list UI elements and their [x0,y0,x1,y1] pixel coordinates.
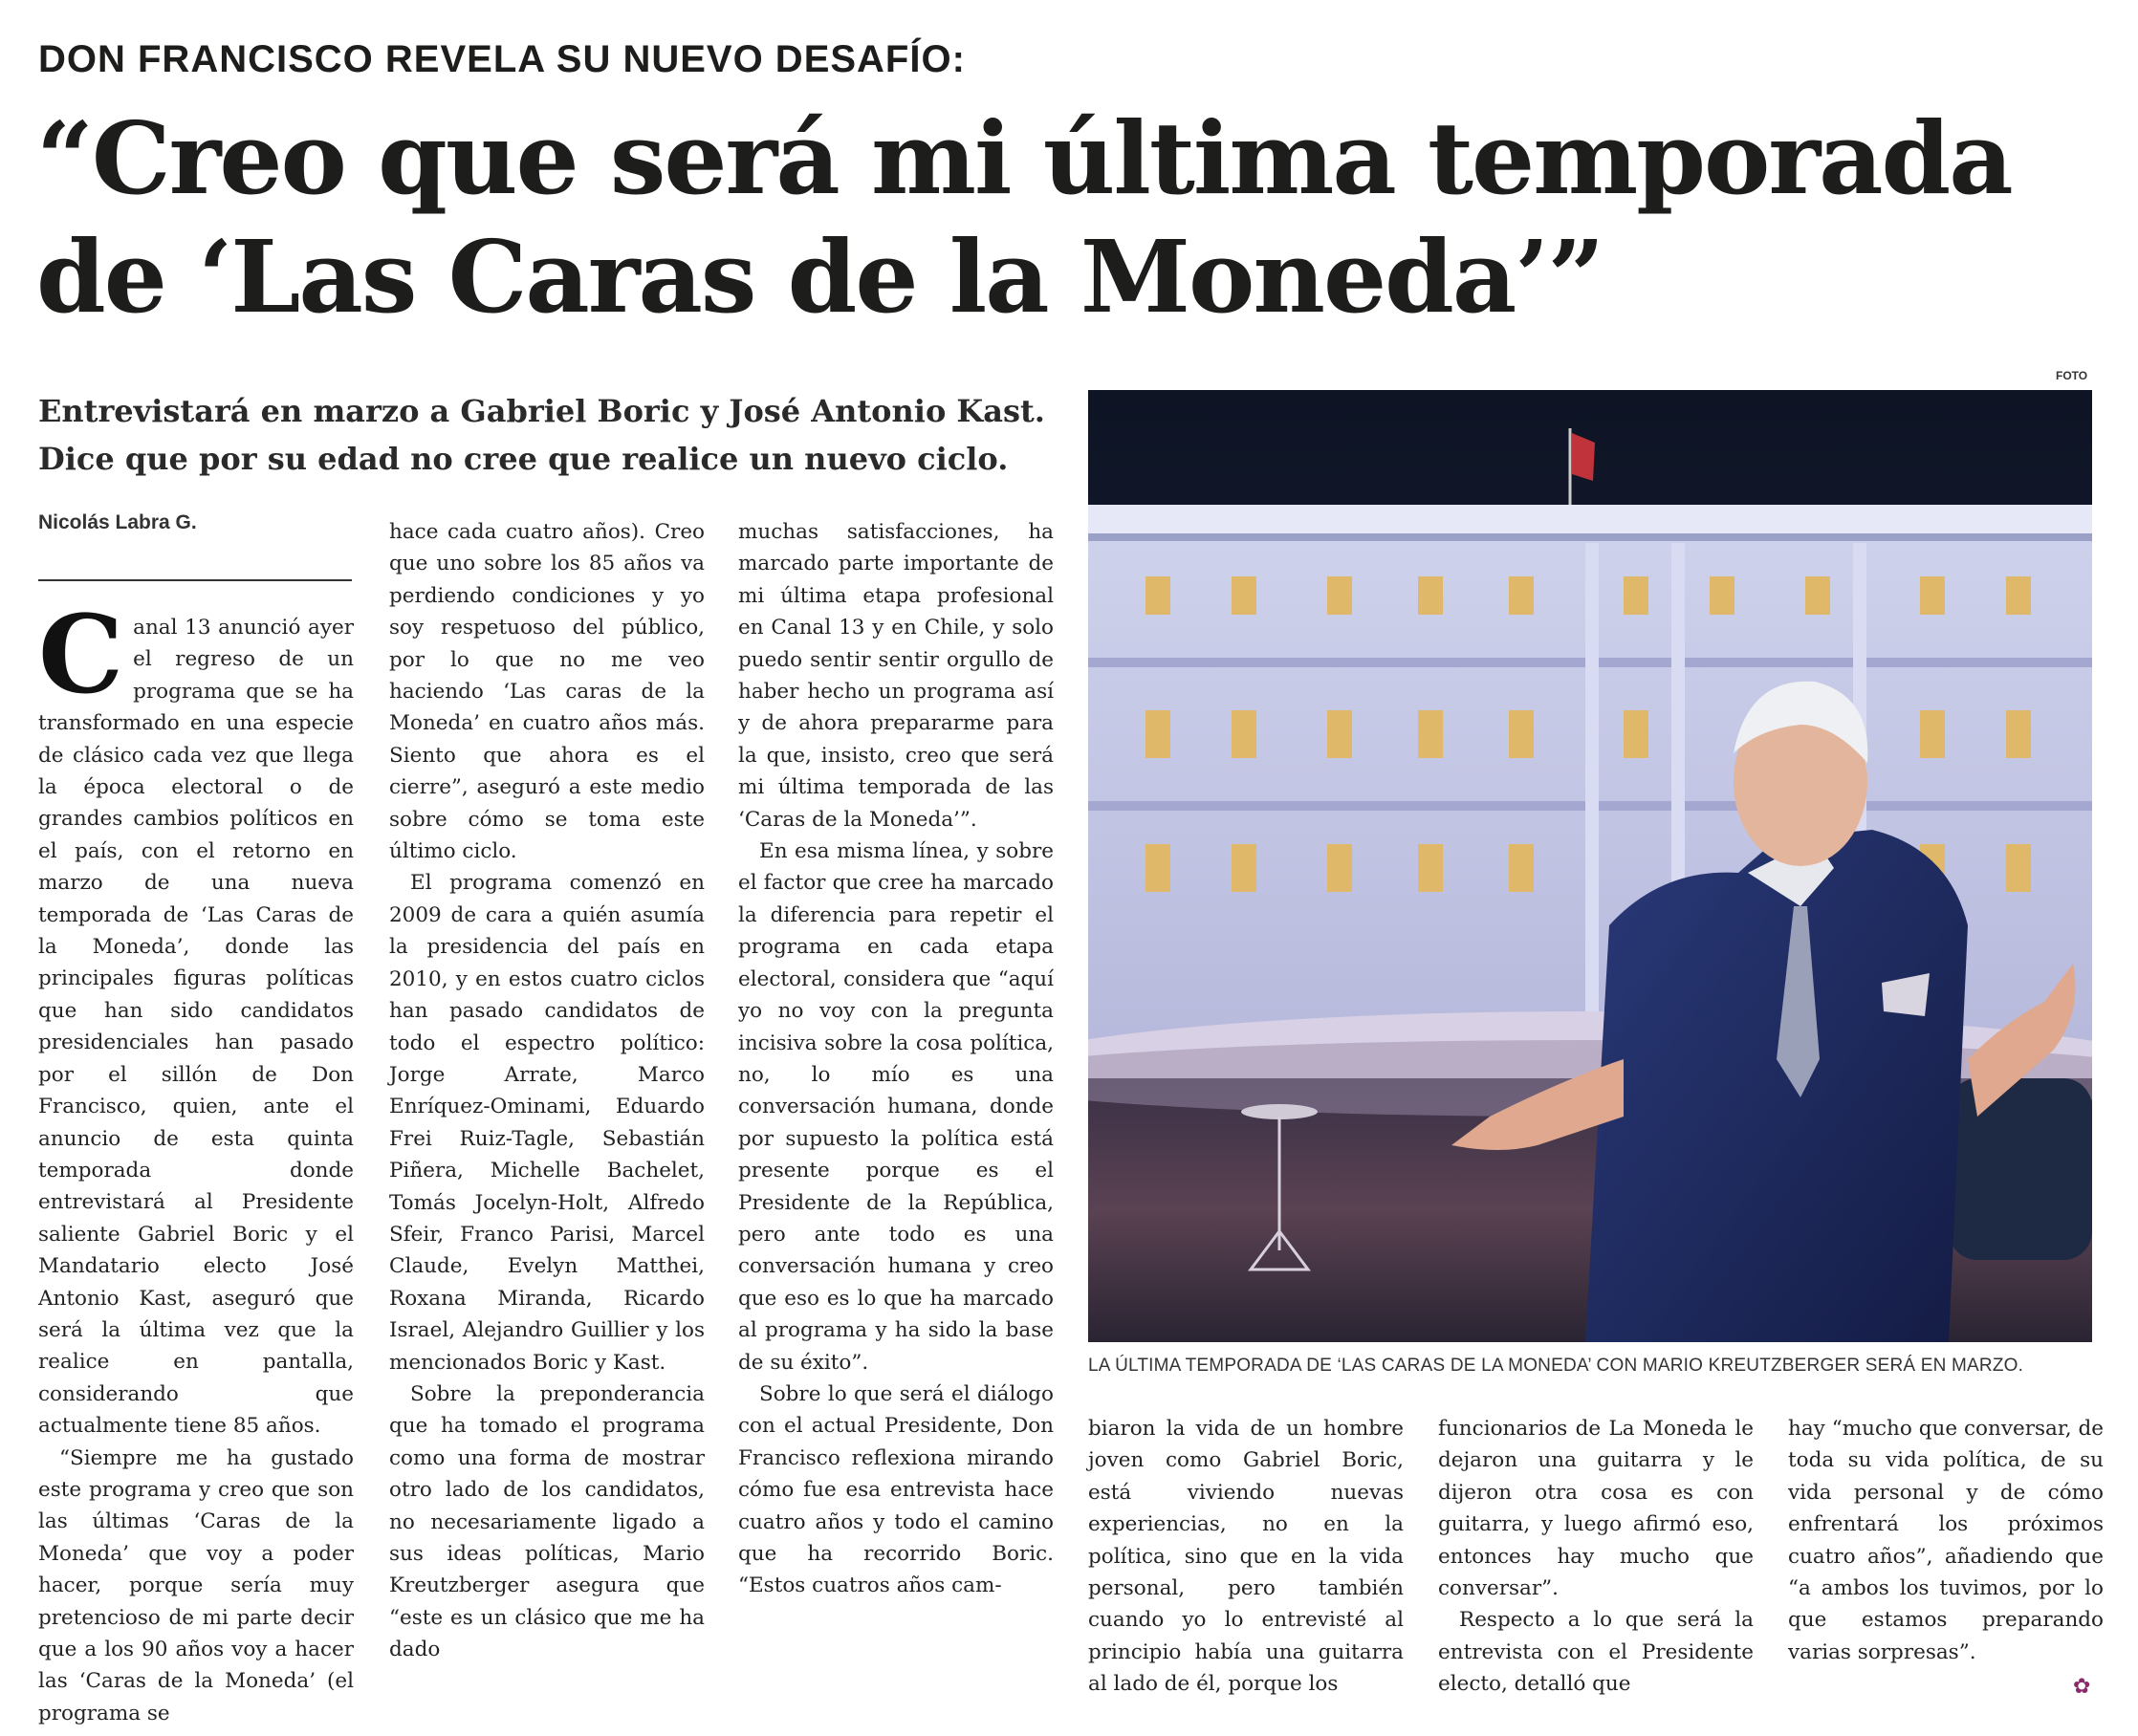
headline-line-1: “Creo que será mi última temporada [36,99,2012,217]
deck-line-2: Dice que por su edad no cree que realice un nuevo ciclo. [38,441,1009,477]
article-paragraph: hace cada cuatro años). Creo que uno sobre los 85 años va perdiendo condiciones y yo soy respetuoso del público, por lo que no me veo haciendo ‘Las caras de la Moneda’ en cuatro años más. Siento que ahora es el cierre”, aseguró a este medio sobre cómo se toma este último ciclo. [389,520,705,864]
photo-credit: FOTO [2056,369,2088,382]
article-column-4 [1088,1413,1404,1703]
flower-end-mark-icon: ✿ [2073,1675,2091,1699]
article-paragraph: funcionarios de La Moneda le dejaron una guitarra y le dijeron otra cosa es con guitarra, y luego afirmó eso, entonces hay mucho que conversar”. [1438,1417,1754,1601]
headline [36,99,2121,336]
article-column-3 [738,516,1054,1703]
article-paragraph: En esa misma línea, y sobre el factor que cree ha marcado la diferencia para repetir el programa en cada etapa electoral, considera que “aquí yo no voy con la pregunta incisiva sobre la cosa política, no, lo mío es una conversación humana, donde por supuesto la política está presente porque es el Presidente de la República, pero ante todo es una conversación humana y creo que eso es lo que ha marcado al programa y ha sido la base de su éxito”. [738,839,1054,1375]
photo-don-francisco-la-moneda [1088,390,2092,1342]
article-paragraph: hay “mucho que conversar, de toda su vida política, de su vida personal y de cómo enfrentará los próximos cuatro años”, añadiendo que “a ambos los tuvimos, por lo que estamos preparando varias sorpresas”. [1788,1417,2104,1664]
article-paragraph [38,593,354,1443]
article-paragraph: Sobre lo que será el diálogo con el actual Presidente, Don Francisco reflexiona mirando cómo fue esa entrevista hace cuatro años y todo el camino que ha recorrido Boric. “Estos cuatros años cam- [738,1381,1054,1598]
article-paragraph: biaron la vida de un hombre joven como Gabriel Boric, está viviendo nuevas experiencias, no en la política, sino que en la vida personal, pero también cuando yo lo entrevisté al principio había una guitarra al lado de él, porque los [1088,1417,1404,1697]
kicker: DON FRANCISCO REVELA SU NUEVO DESAFÍO: [38,38,966,80]
byline: Nicolás Labra G. [38,511,197,533]
paragraph-text: anal 13 anunció ayer el regreso de un programa que se ha transformado en una especie de clásico cada vez que llega la época electoral o de grandes cambios políticos en el país, con el retorno en marzo de una nueva temporada de ‘Las Caras de la Moneda’, donde las principales figuras políticas que han sido candidatos presidenciales han pasado por el sillón de Don Francisco, quien, ante el anuncio de esta quinta temporada donde entrevistará al Presidente saliente Gabriel Boric y el Mandatario electo José Antonio Kast, aseguró que será la última vez que la realice en pantalla, considerando que actualmente tiene 85 años. [38,616,354,1439]
article-column-5 [1438,1413,1754,1703]
article-paragraph: muchas satisfacciones, ha marcado parte importante de mi última etapa profesional en Canal 13 y en Chile, y solo puedo sentir sentir orgullo de haber hecho un programa así y de ahora prepararme para la que, insisto, creo que será mi última temporada de las ‘Caras de la Moneda’”. [738,520,1054,832]
article-paragraph: El programa comenzó en 2009 de cara a quién asumía la presidencia del país en 2010, y en estos cuatro ciclos han pasado candidatos de todo el espectro político: Jorge Arrate, Marco Enríquez-Ominami, Eduardo Frei Ruiz-Tagle, Sebastián Piñera, Michelle Bachelet, Tomás Jocelyn-Holt, Alfredo Sfeir, Franco Parisi, Marcel Claude, Evelyn Matthei, Roxana Miranda, Ricardo Israel, Alejandro Guillier y los mencionados Boric y Kast. [389,871,705,1375]
deck-line-1: Entrevistará en marzo a Gabriel Boric y José Antonio Kast. [38,393,1045,429]
byline-divider [38,579,352,581]
article-column-1 [38,593,354,1725]
drop-cap: C [38,593,124,718]
article-column-6 [1788,1413,2104,1703]
article-column-2 [389,516,705,1703]
headline-line-2: de ‘Las Caras de la Moneda’” [36,218,1604,336]
article-paragraph: “Siempre me ha gustado este programa y creo que son las últimas ‘Caras de la Moneda’ que voy a poder hacer, porque sería muy pretencioso de mi parte decir que a los 90 años voy a hacer las ‘Caras de la Moneda’ (el programa se [38,1445,354,1725]
photo-caption: LA ÚLTIMA TEMPORADA DE ‘LAS CARAS DE LA MONEDA’ CON MARIO KREUTZBERGER SERÁ EN MARZO. [1088,1356,2024,1376]
article-paragraph: Sobre la preponderancia que ha tomado el programa como una forma de mostrar otro lado de los candidatos, no necesariamente ligado a sus ideas políticas, Mario Kreutzberger asegura que “este es un clásico que me ha dado [389,1381,705,1662]
article-paragraph: Respecto a lo que será la entrevista con el Presidente electo, detalló que [1438,1608,1754,1697]
deck [38,387,1071,483]
photo-illustration [1088,390,2092,1342]
